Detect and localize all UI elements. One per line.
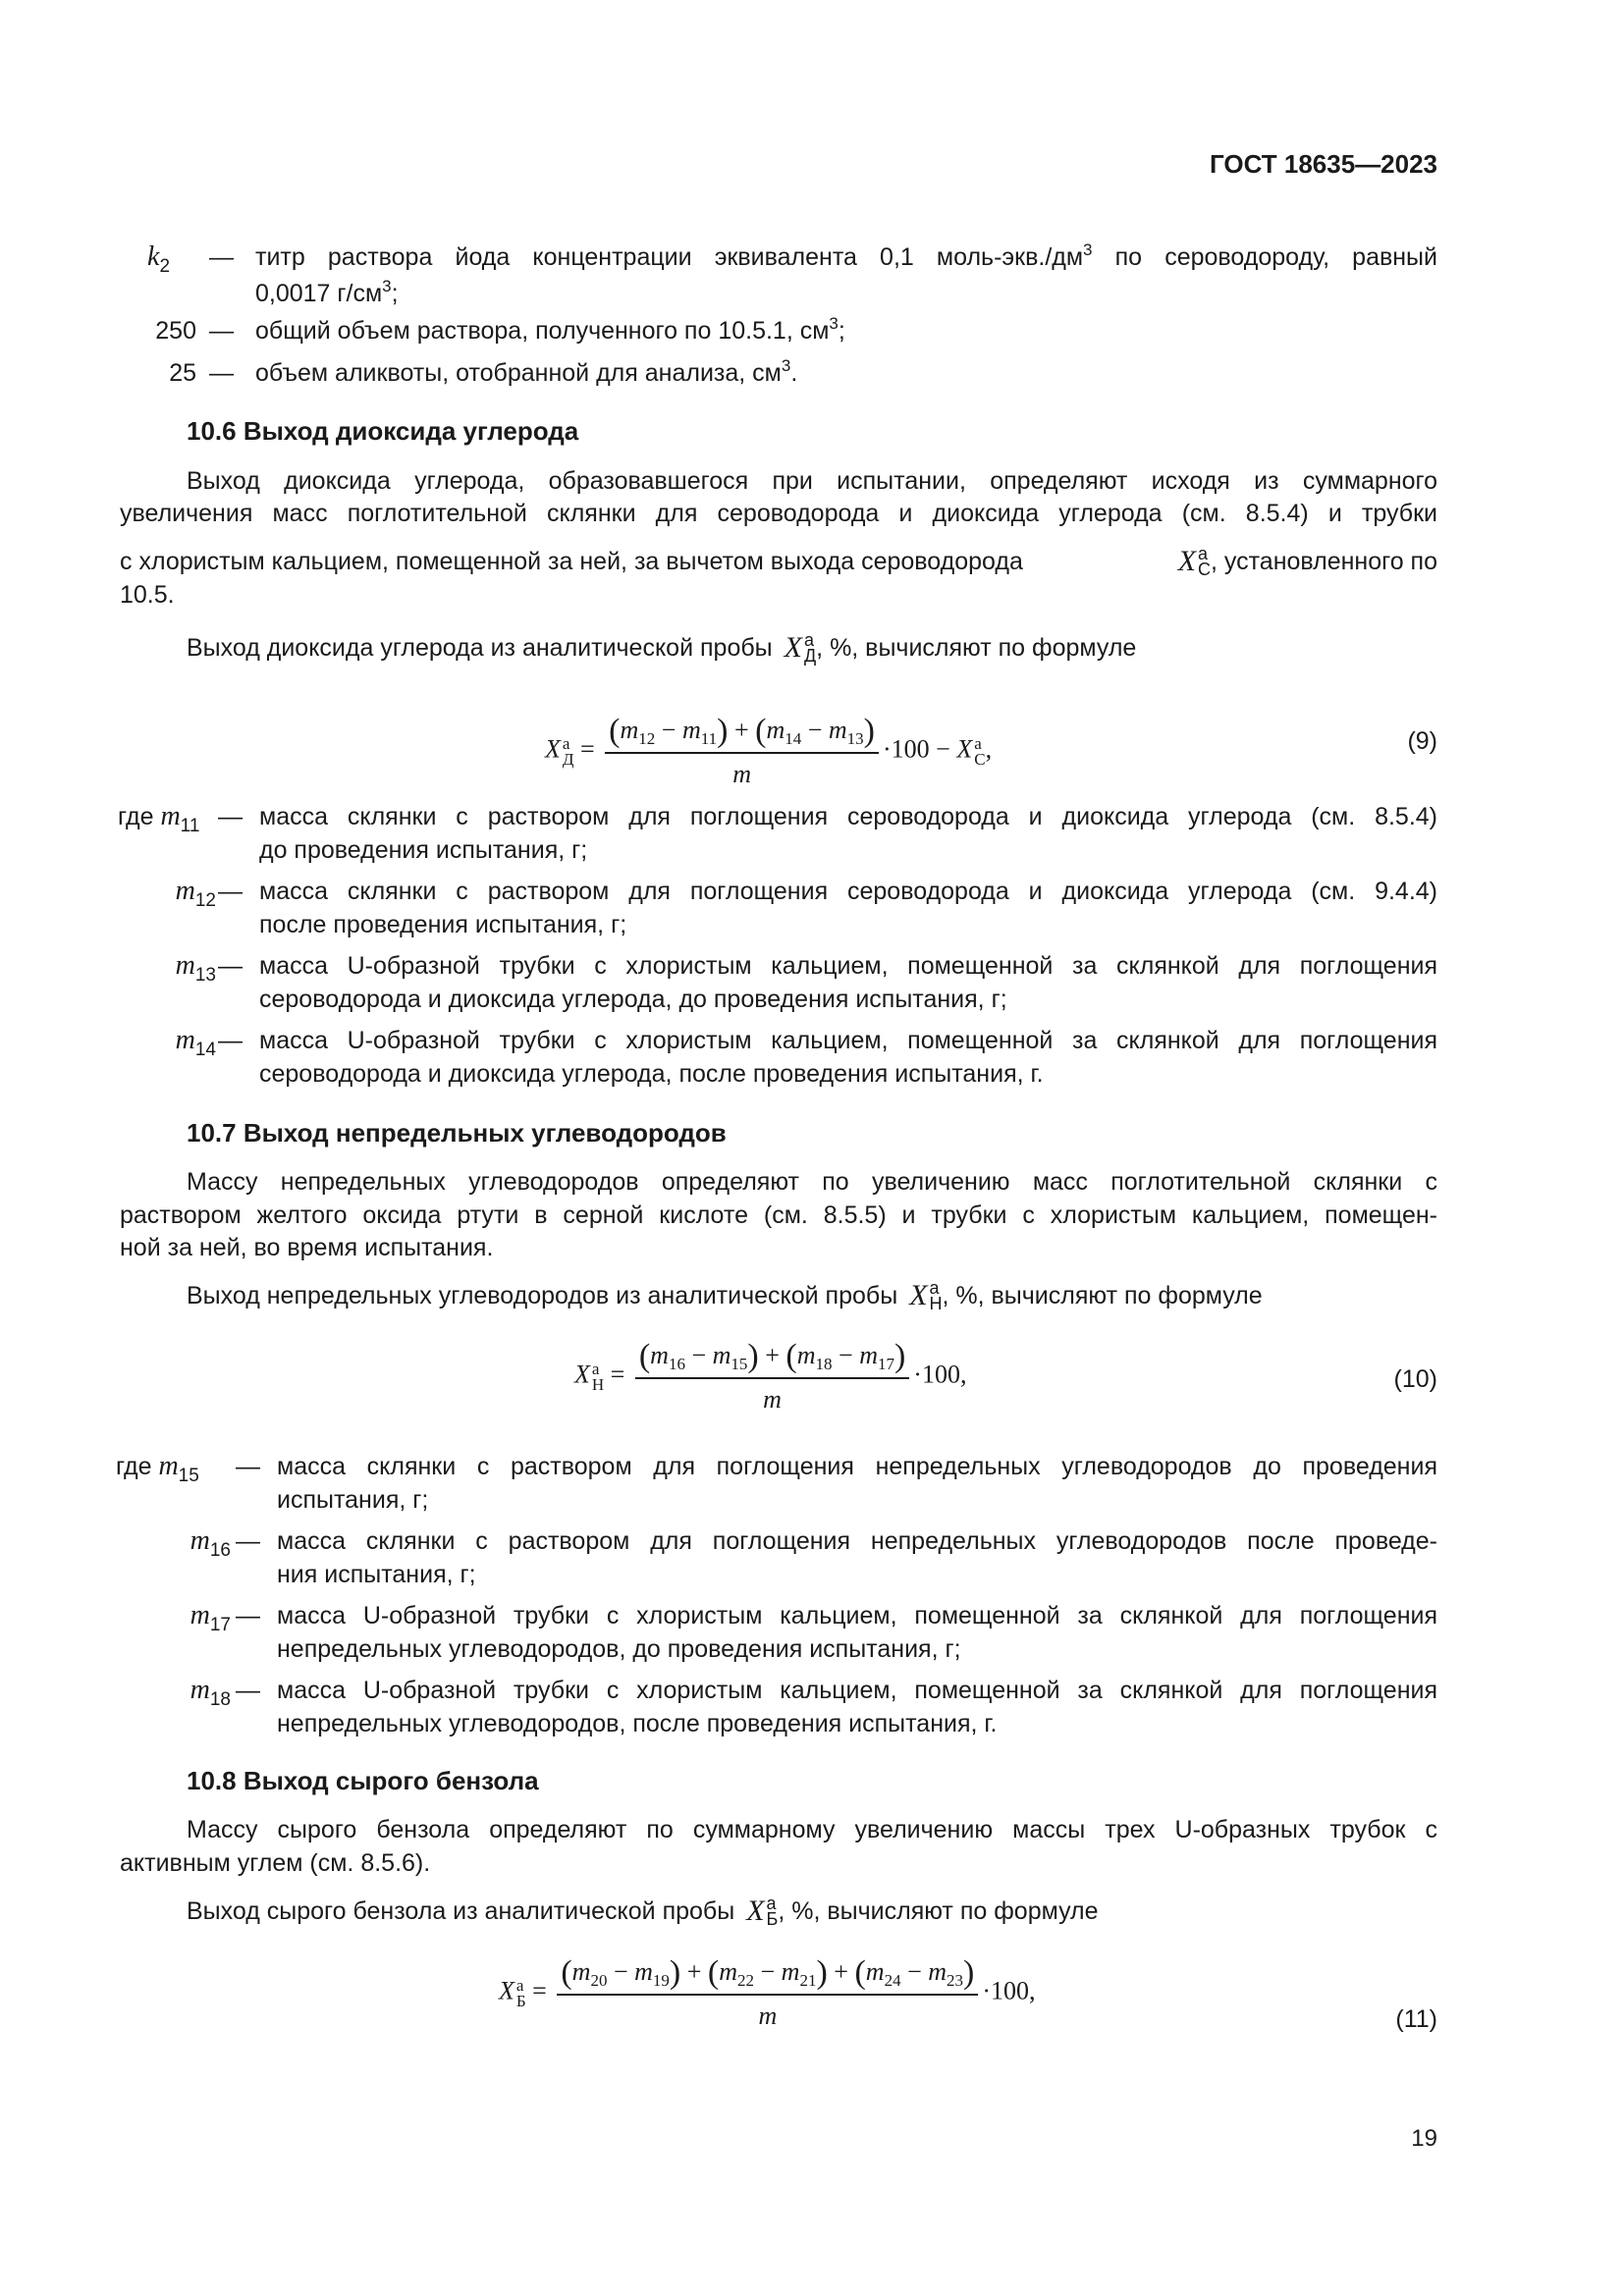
s107-p1-line1: Массу непредельных углеводородов определяют по увеличению масс поглотительной склянки с: [187, 1168, 1437, 1196]
s107-p1-line3: ной за ней, во время испытания.: [120, 1234, 494, 1261]
symbol-x-b: X: [746, 1895, 765, 1927]
page-number: 19: [1411, 2125, 1437, 2152]
equation-number-9: (9): [1407, 727, 1437, 755]
symbol-x-n: X: [909, 1279, 928, 1311]
formula-10: X а Н = $\frac{(m_{16} - m_{15}) + (m_{18} - m_{17})}{m}$ ·100,: [574, 1338, 967, 1414]
s106-p1-line1: Выход диоксида углерода, образовавшегося при испытании, определяют исходя из суммарного: [187, 467, 1437, 495]
document-header: ГОСТ 18635—2023: [1210, 149, 1437, 179]
s107-p1-line2: раствором желтого оксида ртути в серной кислоте (см. 8.5.5) и трубки с хлористым кальцием, помещен-: [120, 1201, 1437, 1229]
s108-p1-line1: Массу сырого бензола определяют по суммарному увеличению массы трех U-образных трубок с: [187, 1816, 1437, 1843]
s106-p2: Выход диоксида углерода из аналитической пробы X а Д , %, вычисляют по формуле: [187, 630, 1137, 666]
symbol-x-d: X: [784, 631, 802, 664]
s106-p1-line2: увеличения масс поглотительной склянки для сероводорода и диоксида углерода (см. 8.5.4) и трубки: [120, 500, 1437, 527]
s108-p2: Выход сырого бензола из аналитической пробы X а Б , %, вычисляют по формуле: [187, 1894, 1099, 1929]
s107-p2: Выход непредельных углеводородов из аналитической пробы X а Н , %, вычисляют по формуле: [187, 1278, 1263, 1313]
section-title-10-6: 10.6 Выход диоксида углерода: [187, 416, 579, 446]
formula-9: X а Д = $\frac{(m_{12} - m_{11}) + (m_{14} - m_{13})}{m}$ ·100 − X а С ,: [545, 713, 993, 788]
s106-p1-line3: с хлористым кальцием, помещенной за ней, за вычетом выхода сероводорода X а С , установленного по: [120, 544, 1437, 579]
s108-p1-line2: активным углем (см. 8.5.6).: [120, 1849, 431, 1877]
equation-number-10: (10): [1393, 1365, 1437, 1393]
section-title-10-8: 10.8 Выход сырого бензола: [187, 1766, 539, 1795]
equation-number-11: (11): [1395, 2005, 1437, 2033]
s106-p1-line4: 10.5.: [120, 581, 175, 609]
section-title-10-7: 10.7 Выход непредельных углеводородов: [187, 1118, 727, 1148]
symbol-x-c: X: [1177, 545, 1197, 577]
formula-11: X а Б = $\frac{(m_{20} - m_{19}) + (m_{22} - m_{21}) + (m_{24} - m_{23})}{m}$ ·100,: [499, 1954, 1036, 2030]
